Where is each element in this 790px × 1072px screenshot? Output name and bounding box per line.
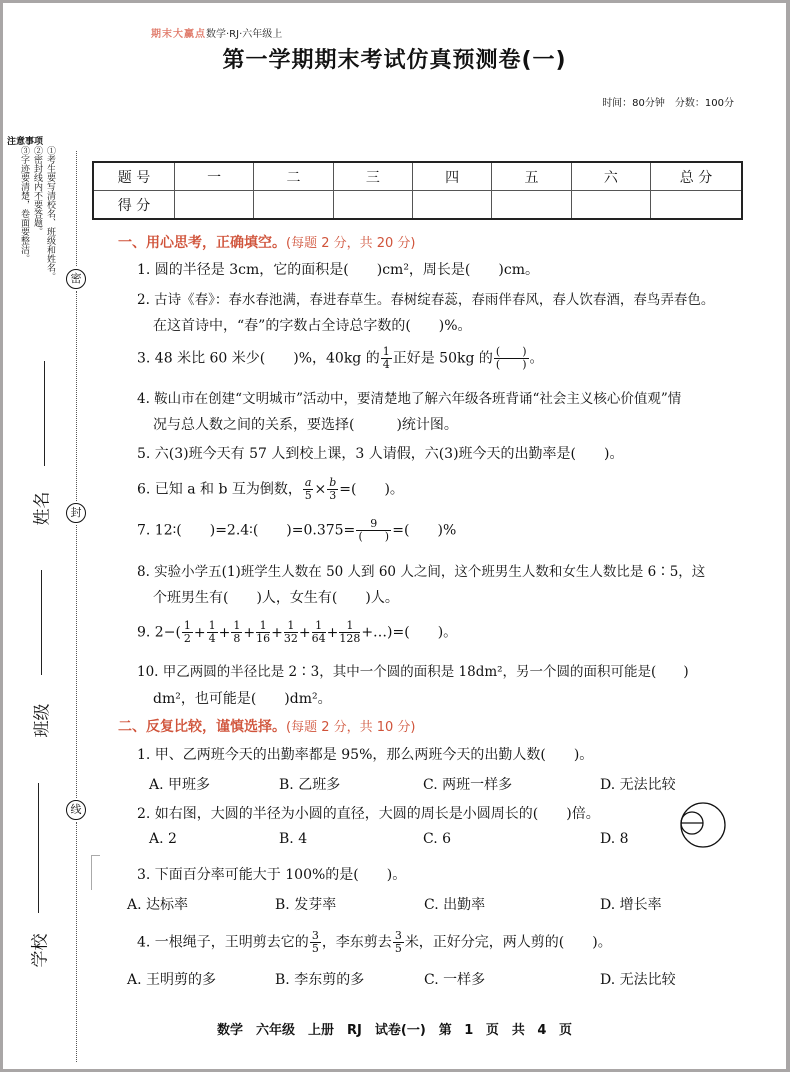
brand-label: 期末大赢点: [151, 29, 206, 40]
page-footer: 数学 六年级 上册 RJ 试卷(一) 第 1 页 共 4 页: [217, 1023, 572, 1038]
section-2-title: 二、反复比较，谨慎选择。: [118, 719, 286, 735]
fraction: $\frac{1}{128}$: [339, 619, 361, 645]
option-c[interactable]: C. 两班一样多: [423, 777, 513, 793]
seal-xian: 线: [66, 800, 86, 820]
option-c[interactable]: C. 出勤率: [424, 897, 486, 913]
question-1-7: 7. 12∶( )=2.4∶( )=0.375= $\frac{9}{( )}$ =( )%: [137, 517, 457, 543]
table-row: [93, 191, 742, 220]
option-b[interactable]: B. 乙班多: [279, 777, 341, 793]
table-cell: 得 分: [93, 191, 175, 220]
question-1-4-cont: 况与总人数之间的关系，要选择( )统计图。: [153, 417, 458, 433]
note-1: ①考生要写清校名、班级和姓名。: [45, 146, 55, 281]
exam-page: [3, 3, 786, 1069]
fraction: $\frac{1}{2}$: [183, 619, 191, 645]
section-1-title: 一、用心思考，正确填空。: [118, 235, 286, 251]
table-cell: 二: [254, 162, 333, 191]
option-c[interactable]: C. 6: [423, 831, 452, 847]
question-1-3: 3. 48 米比 60 米少( )%，40kg 的 $\frac{1}{4}$ 正好是 50kg 的 $\frac{( )}{( )}$ 。: [137, 345, 544, 371]
crop-mark: [91, 855, 100, 890]
section-1-points: (每题 2 分，共 20 分): [286, 236, 416, 251]
class-label: 班级: [32, 703, 53, 738]
option-d[interactable]: D. 无法比较: [600, 777, 676, 793]
question-1-8: 8. 实验小学五(1)班学生人数在 50 人到 60 人之间，这个班男生人数和女生人数比是 6∶5，这: [137, 564, 706, 580]
plus-sign: +: [193, 624, 206, 641]
option-a[interactable]: A. 2: [149, 831, 177, 847]
class-field-line[interactable]: [41, 570, 42, 675]
section-2-points: (每题 2 分，共 10 分): [286, 720, 416, 735]
option-a[interactable]: A. 王明剪的多: [127, 972, 217, 988]
score-input-cell[interactable]: [175, 191, 254, 220]
name-label: 姓名: [32, 491, 53, 526]
plus-sign: +: [271, 624, 283, 641]
table-cell: 六: [571, 162, 650, 191]
question-1-8-cont: 个班男生有( )人，女生有( )人。: [153, 590, 399, 606]
name-field-line[interactable]: [44, 361, 45, 466]
question-1-10: 10. 甲乙两圆的半径比是 2∶3，其中一个圆的面积是 18dm²，另一个圆的面积可能是( ): [137, 664, 689, 680]
question-2-3: 3. 下面百分率可能大于 100%的是( )。: [137, 867, 407, 883]
score-input-cell[interactable]: [412, 191, 491, 220]
table-cell: 四: [412, 162, 491, 191]
table-cell: 题 号: [93, 162, 175, 191]
fraction: $\frac{3}{5}$: [394, 929, 402, 955]
question-1-10-cont: dm²，也可能是( )dm²。: [153, 691, 332, 707]
fraction: $\frac{9}{( )}$: [356, 518, 391, 543]
score-input-cell[interactable]: [651, 191, 743, 220]
option-b[interactable]: B. 李东剪的多: [275, 972, 365, 988]
fraction: $\frac{1}{32}$: [283, 619, 298, 645]
question-1-1: 1. 圆的半径是 3cm，它的面积是( )cm²，周长是( )cm。: [137, 262, 539, 278]
table-cell: 三: [333, 162, 412, 191]
seal-line: [76, 525, 77, 798]
q3-text: 正好是 50kg 的: [392, 350, 493, 367]
score-input-cell[interactable]: [571, 191, 650, 220]
question-1-9: 9. 2−( $\frac{1}{2}$ + $\frac{1}{4}$ + $\frac{1}{8}$ + $\frac{1}{16}$ + $\frac{1}{32}$ + $\frac{1}{64}$ + $\frac{1}{128}$ +…)=( )。: [137, 619, 458, 645]
option-d[interactable]: D. 无法比较: [600, 972, 676, 988]
fraction-blank[interactable]: $\frac{( )}{( )}$: [495, 345, 527, 371]
plus-sign: +: [218, 624, 231, 641]
school-field-line[interactable]: [38, 783, 39, 913]
question-2-2: 2. 如右图，大圆的半径为小圆的直径，大圆的周长是小圆周长的( )倍。: [137, 806, 600, 822]
plus-sign: +: [243, 624, 256, 641]
score-input-cell[interactable]: [492, 191, 571, 220]
score-input-cell[interactable]: [333, 191, 412, 220]
section-2-heading: [118, 716, 416, 736]
fraction: $\frac{1}{16}$: [256, 619, 271, 645]
question-1-5: 5. 六(3)班今天有 57 人到校上课，3 人请假，六(3)班今天的出勤率是( )。: [137, 446, 624, 462]
question-2-1: 1. 甲、乙两班今天的出勤率都是 95%，那么两班今天的出勤人数( )。: [137, 747, 594, 763]
option-b[interactable]: B. 发芽率: [275, 897, 337, 913]
fraction: $\frac{1}{4}$: [208, 619, 216, 645]
question-1-2: 2. 古诗《春》：春水春池满，春进春草生。春树绽春蕊，春雨伴春风，春人饮春酒，春鸟弄春色。: [137, 292, 715, 308]
fraction: $\frac{1}{8}$: [233, 619, 241, 645]
score-input-cell[interactable]: [254, 191, 333, 220]
fraction: $\frac{a}{5}$: [304, 476, 312, 502]
option-d[interactable]: D. 增长率: [600, 897, 662, 913]
table-cell: 总 分: [651, 162, 743, 191]
section-1-heading: [118, 232, 416, 252]
fraction: $\frac{3}{5}$: [311, 929, 319, 955]
fraction: $\frac{b}{3}$: [329, 476, 337, 502]
note-3: ③字迹要清楚，卷面要整洁。: [19, 146, 29, 263]
school-label: 学校: [30, 933, 51, 968]
option-b[interactable]: B. 4: [279, 831, 308, 847]
note-2: ②密封线内不要答题。: [32, 146, 42, 236]
question-2-4: 4. 一根绳子，王明剪去它的 $\frac{3}{5}$ ，李东剪去 $\frac{3}{5}$ 米，正好分完，两人剪的( )。: [137, 929, 612, 955]
option-d[interactable]: D. 8: [600, 831, 629, 847]
question-1-2-cont: 在这首诗中，“春”的字数占全诗总字数的( )%。: [153, 318, 472, 334]
q3-text: 3. 48 米比 60 米少( )%，40kg 的: [137, 350, 380, 367]
notes-title: 注意事项: [7, 137, 44, 147]
plus-sign: +: [298, 624, 311, 641]
option-a[interactable]: A. 甲班多: [149, 777, 211, 793]
score-table: [92, 161, 743, 220]
fraction: $\frac{1}{64}$: [311, 619, 326, 645]
time-score-info: 时间：80分钟 分数：100分: [602, 98, 734, 109]
option-a[interactable]: A. 达标率: [127, 897, 189, 913]
fraction: $\frac{1}{4}$: [382, 345, 390, 371]
question-1-4: 4. 鞍山市在创建“文明城市”活动中，要清楚地了解六年级各班背诵“社会主义核心价值观”情: [137, 391, 682, 407]
seal-line: [76, 291, 77, 501]
option-c[interactable]: C. 一样多: [424, 972, 486, 988]
page-title: 第一学期期末考试仿真预测卷(一): [222, 48, 567, 73]
subject-label: 数学·RJ·六年级上: [206, 29, 283, 40]
table-row: [93, 162, 742, 191]
table-cell: 一: [175, 162, 254, 191]
seal-line: [76, 151, 77, 266]
seal-mi: 密: [66, 269, 86, 289]
seal-feng: 封: [66, 503, 86, 523]
table-cell: 五: [492, 162, 571, 191]
circles-diagram: [679, 800, 729, 850]
question-1-6: 6. 已知 a 和 b 互为倒数， $\frac{a}{5}$ × $\frac{b}{3}$ =( )。: [137, 476, 404, 502]
plus-sign: +: [326, 624, 339, 641]
